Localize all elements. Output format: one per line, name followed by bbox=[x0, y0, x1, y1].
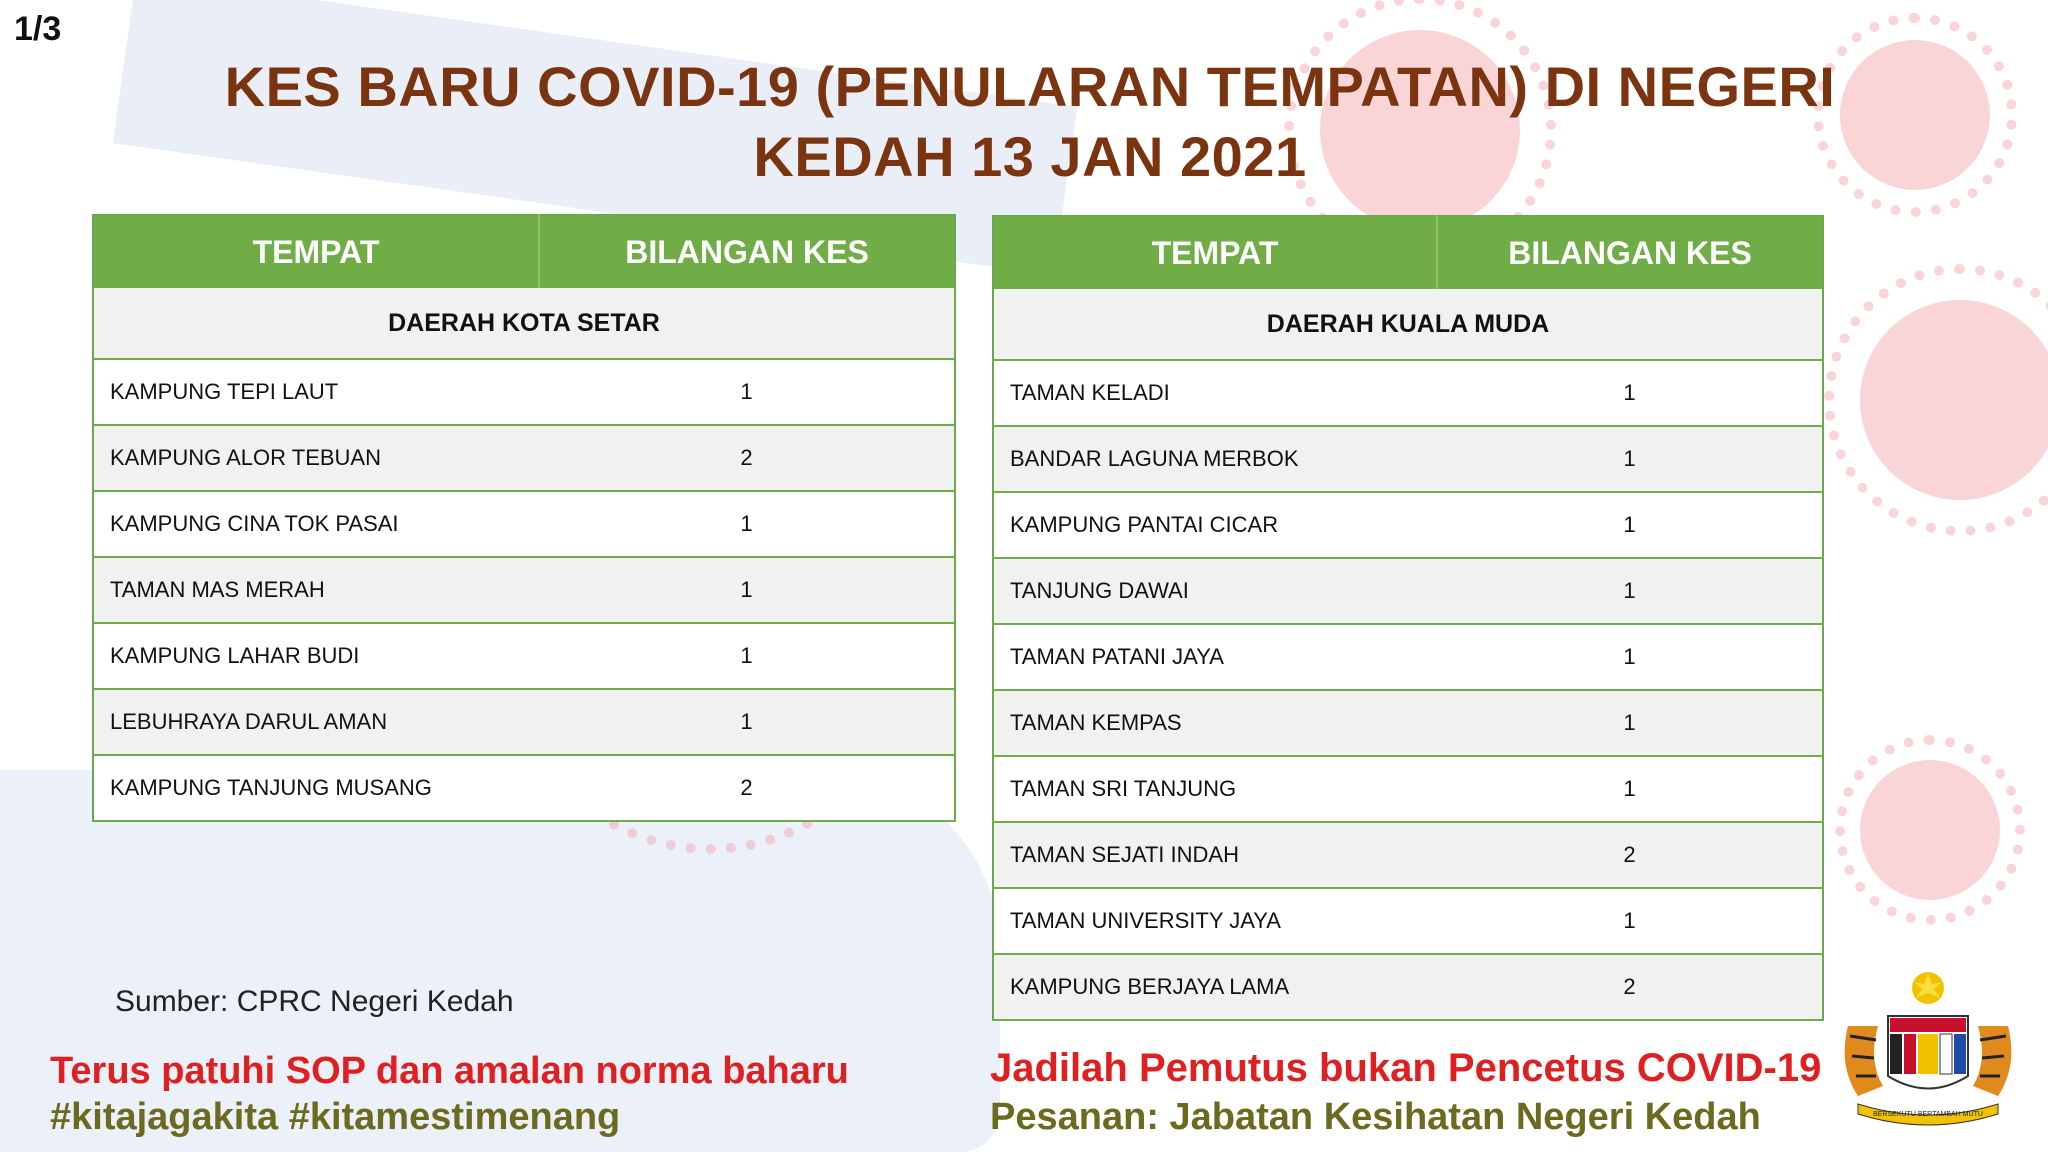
virus-icon bbox=[1860, 760, 2000, 900]
table-row bbox=[93, 623, 955, 689]
campaign-slogan: Jadilah Pemutus bukan Pencetus COVID-19 bbox=[990, 1046, 1822, 1090]
cases-cell: 1 bbox=[539, 491, 955, 557]
hashtags: #kitajagakita #kitamestimenang bbox=[50, 1096, 621, 1138]
district-name: DAERAH KOTA SETAR bbox=[93, 288, 955, 359]
place-cell: TAMAN UNIVERSITY JAYA bbox=[993, 888, 1437, 954]
table-row bbox=[93, 557, 955, 623]
cases-cell: 1 bbox=[1437, 360, 1823, 426]
table-row bbox=[993, 558, 1823, 624]
place-cell: KAMPUNG BERJAYA LAMA bbox=[993, 954, 1437, 1020]
table-row bbox=[993, 888, 1823, 954]
background-hand-graphic bbox=[0, 770, 1000, 1152]
crest-motto: BERSEKUTU BERTAMBAH MUTU bbox=[1873, 1111, 1983, 1118]
table-row bbox=[993, 624, 1823, 690]
column-header-cases: BILANGAN KES bbox=[1437, 216, 1823, 289]
place-cell: TAMAN SRI TANJUNG bbox=[993, 756, 1437, 822]
place-cell: TAMAN KELADI bbox=[993, 360, 1437, 426]
cases-cell: 1 bbox=[1437, 558, 1823, 624]
table-row bbox=[93, 755, 955, 821]
cases-cell: 1 bbox=[1437, 690, 1823, 756]
table-header-row bbox=[93, 215, 955, 288]
cases-cell: 1 bbox=[539, 689, 955, 755]
column-header-place: TEMPAT bbox=[93, 215, 539, 288]
cases-cell: 1 bbox=[539, 359, 955, 425]
table-row bbox=[93, 491, 955, 557]
cases-cell: 1 bbox=[539, 557, 955, 623]
place-cell: LEBUHRAYA DARUL AMAN bbox=[93, 689, 539, 755]
table-row bbox=[93, 359, 955, 425]
cases-table-kota-setar bbox=[92, 214, 956, 822]
cases-cell: 2 bbox=[539, 755, 955, 821]
table-row bbox=[993, 954, 1823, 1020]
message-credit: Pesanan: Jabatan Kesihatan Negeri Kedah bbox=[990, 1096, 1761, 1138]
district-row bbox=[993, 289, 1823, 360]
sop-reminder: Terus patuhi SOP dan amalan norma baharu bbox=[50, 1050, 849, 1092]
title-line-2: KEDAH 13 JAN 2021 bbox=[753, 125, 1307, 188]
page-counter: 1/3 bbox=[14, 10, 62, 48]
column-header-place: TEMPAT bbox=[993, 216, 1437, 289]
column-header-cases: BILANGAN KES bbox=[539, 215, 955, 288]
cases-cell: 2 bbox=[1437, 954, 1823, 1020]
cases-cell: 1 bbox=[1437, 624, 1823, 690]
virus-icon bbox=[1860, 300, 2048, 500]
place-cell: KAMPUNG LAHAR BUDI bbox=[93, 623, 539, 689]
place-cell: BANDAR LAGUNA MERBOK bbox=[993, 426, 1437, 492]
page-title bbox=[150, 52, 1910, 192]
table-row bbox=[93, 425, 955, 491]
table-row bbox=[993, 822, 1823, 888]
place-cell: TAMAN MAS MERAH bbox=[93, 557, 539, 623]
cases-cell: 2 bbox=[539, 425, 955, 491]
cases-table-kuala-muda bbox=[992, 215, 1824, 1021]
cases-cell: 1 bbox=[1437, 888, 1823, 954]
table-row bbox=[993, 690, 1823, 756]
table-header-row bbox=[993, 216, 1823, 289]
place-cell: TAMAN SEJATI INDAH bbox=[993, 822, 1437, 888]
table-row bbox=[993, 426, 1823, 492]
source-note: Sumber: CPRC Negeri Kedah bbox=[115, 985, 514, 1018]
place-cell: TAMAN KEMPAS bbox=[993, 690, 1437, 756]
place-cell: TANJUNG DAWAI bbox=[993, 558, 1437, 624]
district-name: DAERAH KUALA MUDA bbox=[993, 289, 1823, 360]
place-cell: KAMPUNG PANTAI CICAR bbox=[993, 492, 1437, 558]
table-row bbox=[93, 689, 955, 755]
malaysia-coat-of-arms-icon bbox=[1828, 966, 2028, 1126]
place-cell: KAMPUNG TANJUNG MUSANG bbox=[93, 755, 539, 821]
table-row bbox=[993, 360, 1823, 426]
place-cell: KAMPUNG TEPI LAUT bbox=[93, 359, 539, 425]
place-cell: TAMAN PATANI JAYA bbox=[993, 624, 1437, 690]
district-row bbox=[93, 288, 955, 359]
cases-cell: 1 bbox=[1437, 426, 1823, 492]
place-cell: KAMPUNG CINA TOK PASAI bbox=[93, 491, 539, 557]
place-cell: KAMPUNG ALOR TEBUAN bbox=[93, 425, 539, 491]
cases-cell: 1 bbox=[539, 623, 955, 689]
table-row bbox=[993, 492, 1823, 558]
cases-cell: 2 bbox=[1437, 822, 1823, 888]
title-line-1: KES BARU COVID-19 (PENULARAN TEMPATAN) DI NEGERI bbox=[224, 55, 1836, 118]
cases-cell: 1 bbox=[1437, 492, 1823, 558]
cases-cell: 1 bbox=[1437, 756, 1823, 822]
table-row bbox=[993, 756, 1823, 822]
